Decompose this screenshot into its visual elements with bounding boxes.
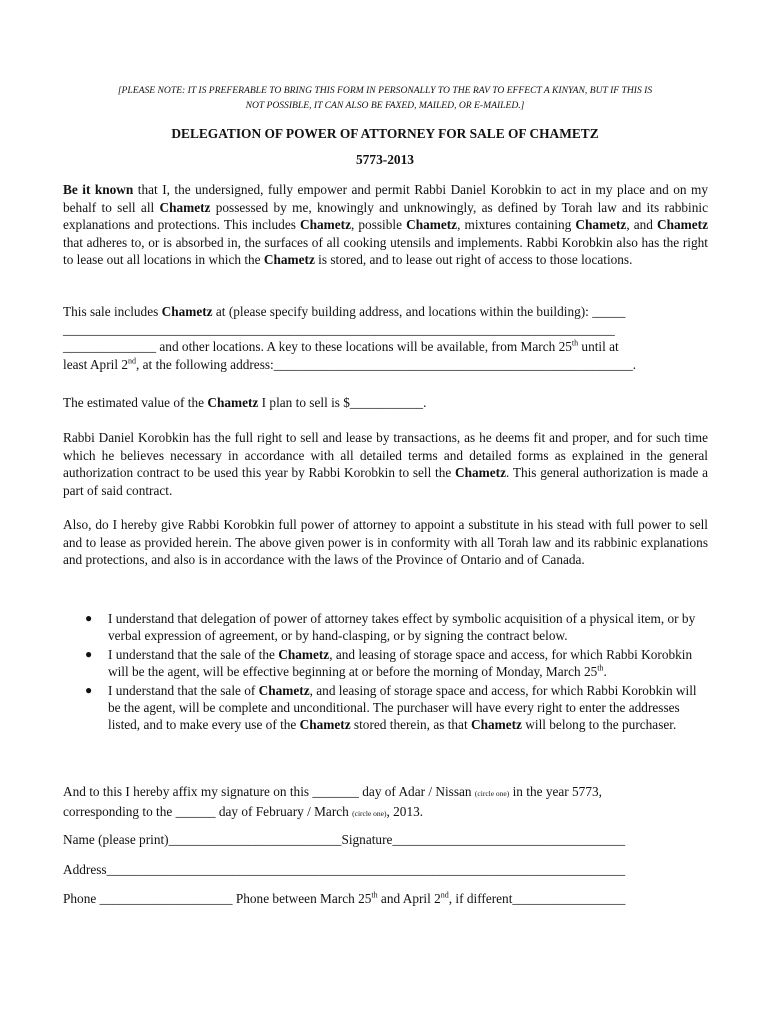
circle-one-hint: (circle one) (474, 789, 510, 798)
submission-note (40, 83, 730, 113)
estimated-value-paragraph[interactable]: The estimated value of the Chametz I plan to sell is $___________. (63, 395, 427, 410)
substitute-paragraph: Also, do I hereby give Rabbi Korobkin full power of attorney to appoint a substitute in his stead with full power to sell and to lease as provided herein. The above given power is in conformity with all Torah law and its rabbinic explanations and protections, and also is in accordance with the laws of the Province of Ontario and of Canada. (63, 517, 708, 568)
phone-field[interactable]: Phone ____________________ Phone between March 25th and April 2nd, if different_________________ (63, 890, 626, 906)
locations-line-4[interactable]: least April 2nd, at the following address:______________________________________________________. (63, 356, 637, 372)
locations-paragraph (63, 303, 708, 373)
bullet-icon: ● (85, 682, 93, 697)
note-line-1: [PLEASE NOTE: IT IS PREFERABLE TO BRING THIS FORM IN PERSONALLY TO THE RAV TO EFFECT A KINYAN, BUT IF THIS IS (117, 85, 653, 96)
signature-date-paragraph[interactable]: And to this I hereby affix my signature on this _______ day of Adar / Nissan (circle one) in the year 5773, corresponding to the ______ day of February / March (circle one), 2013. (63, 784, 602, 819)
name-signature-field[interactable]: Name (please print)__________________________Signature___________________________________ (63, 832, 626, 847)
list-item: ● I understand that delegation of power of attorney takes effect by symbolic acquisition of a physical item, or by verbal expression of agreement, or by hand-clasping, or by signing the contract below. (85, 611, 696, 644)
list-item: ● I understand that the sale of the Chametz, and leasing of storage space and access, for which Rabbi Korobkin will be the agent, will be effective beginning at or before the morning of Monday, March 25th. (85, 646, 693, 680)
address-field[interactable]: Address______________________________________________________________________________ (63, 862, 626, 877)
list-item: ● I understand that the sale of Chametz, and leasing of storage space and access, for which Rabbi Korobkin will be the agent, will be complete and unconditional. The purchaser will have every right to enter the addresses listed, and to make every use of the Chametz stored therein, as that Chametz will belong to the purchaser. (85, 682, 697, 733)
bullet-icon: ● (85, 646, 93, 661)
document-title: DELEGATION OF POWER OF ATTORNEY FOR SALE OF CHAMETZ (171, 126, 599, 141)
empowerment-paragraph: Be it known that I, the undersigned, fully empower and permit Rabbi Daniel Korobkin to act in my place and on my behalf to sell all Chametz possessed by me, knowingly and unknowingly, as defined by Torah law and its rabbinic explanations and protections. This includes Chametz, possible Chametz, mixtures containing Chametz, and Chametz that adheres to, or is absorbed in, the surfaces of all cooking utensils and implements. Rabbi Korobkin also has the right to lease out all locations in which the Chametz is stored, and to lease out right of access to those locations. (63, 182, 708, 268)
authorization-paragraph: Rabbi Daniel Korobkin has the full right to sell and lease by transactions, as he deems fit and proper, and for such time which he believes necessary in accordance with all detailed terms and detailed forms as explained in the general authorization contract to be used this year by Rabbi Korobkin to sell the Chametz. This general authorization is made a part of said contract. (63, 430, 709, 498)
locations-line-3[interactable]: ______________ and other locations. A key to these locations will be available, from March 25th until at (63, 338, 619, 355)
circle-one-hint: (circle one) (352, 808, 387, 818)
locations-line-2[interactable]: ___________________________________________________________________________________ (63, 321, 615, 337)
document-year: 5773-2013 (355, 152, 415, 167)
bullet-icon: ● (85, 611, 93, 625)
note-line-2: NOT POSSIBLE, IT CAN ALSO BE FAXED, MAILED, OR E-MAILED.] (245, 100, 525, 111)
be-it-known-label: Be it known (63, 182, 134, 197)
understanding-list (63, 610, 708, 735)
locations-line-1[interactable]: This sale includes Chametz at (please specify building address, and locations within the building): _____ (63, 304, 626, 319)
